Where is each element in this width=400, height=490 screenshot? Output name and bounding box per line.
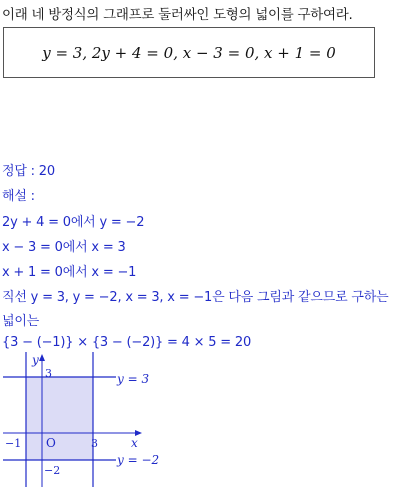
equation-box (3, 27, 375, 78)
y-axis-label: y (32, 353, 39, 367)
solution-step-2: x − 3 = 0에서 x = 3 (2, 240, 126, 255)
y-axis-arrow-icon (39, 354, 45, 361)
solution-step-3: x + 1 = 0에서 x = −1 (2, 265, 137, 280)
origin-label: O (46, 436, 56, 450)
solution-step-6: {3 − (−1)} × {3 − (−2)} = 4 × 5 = 20 (2, 335, 252, 350)
equation-list: y = 3, 2y + 4 = 0, x − 3 = 0, x + 1 = 0 (42, 43, 336, 62)
x-axis-label: x (131, 436, 138, 450)
solution-label: 해설 : (2, 189, 35, 204)
tick-label-x-3: 3 (91, 437, 98, 450)
solution-step-4: 직선 y = 3, y = −2, x = 3, x = −1은 다음 그림과 같으므로 구하는 (2, 290, 389, 305)
solution-step-5: 넓이는 (2, 314, 40, 329)
solution-step-1: 2y + 4 = 0에서 y = −2 (2, 215, 145, 230)
line-label-y-minus-2: y = −2 (117, 453, 160, 467)
line-label-y-3: y = 3 (117, 372, 150, 386)
tick-label-x-minus-1: −1 (5, 437, 22, 450)
answer-label: 정답 : 20 (2, 164, 55, 179)
tick-label-y-3: 3 (45, 367, 52, 380)
question-text: 이래 네 방정식의 그래프로 둘러싸인 도형의 넓이를 구하여라. (2, 7, 353, 23)
enclosed-region (26, 377, 93, 460)
tick-label-y-minus-2: −2 (44, 464, 61, 477)
solution-figure (0, 350, 200, 490)
